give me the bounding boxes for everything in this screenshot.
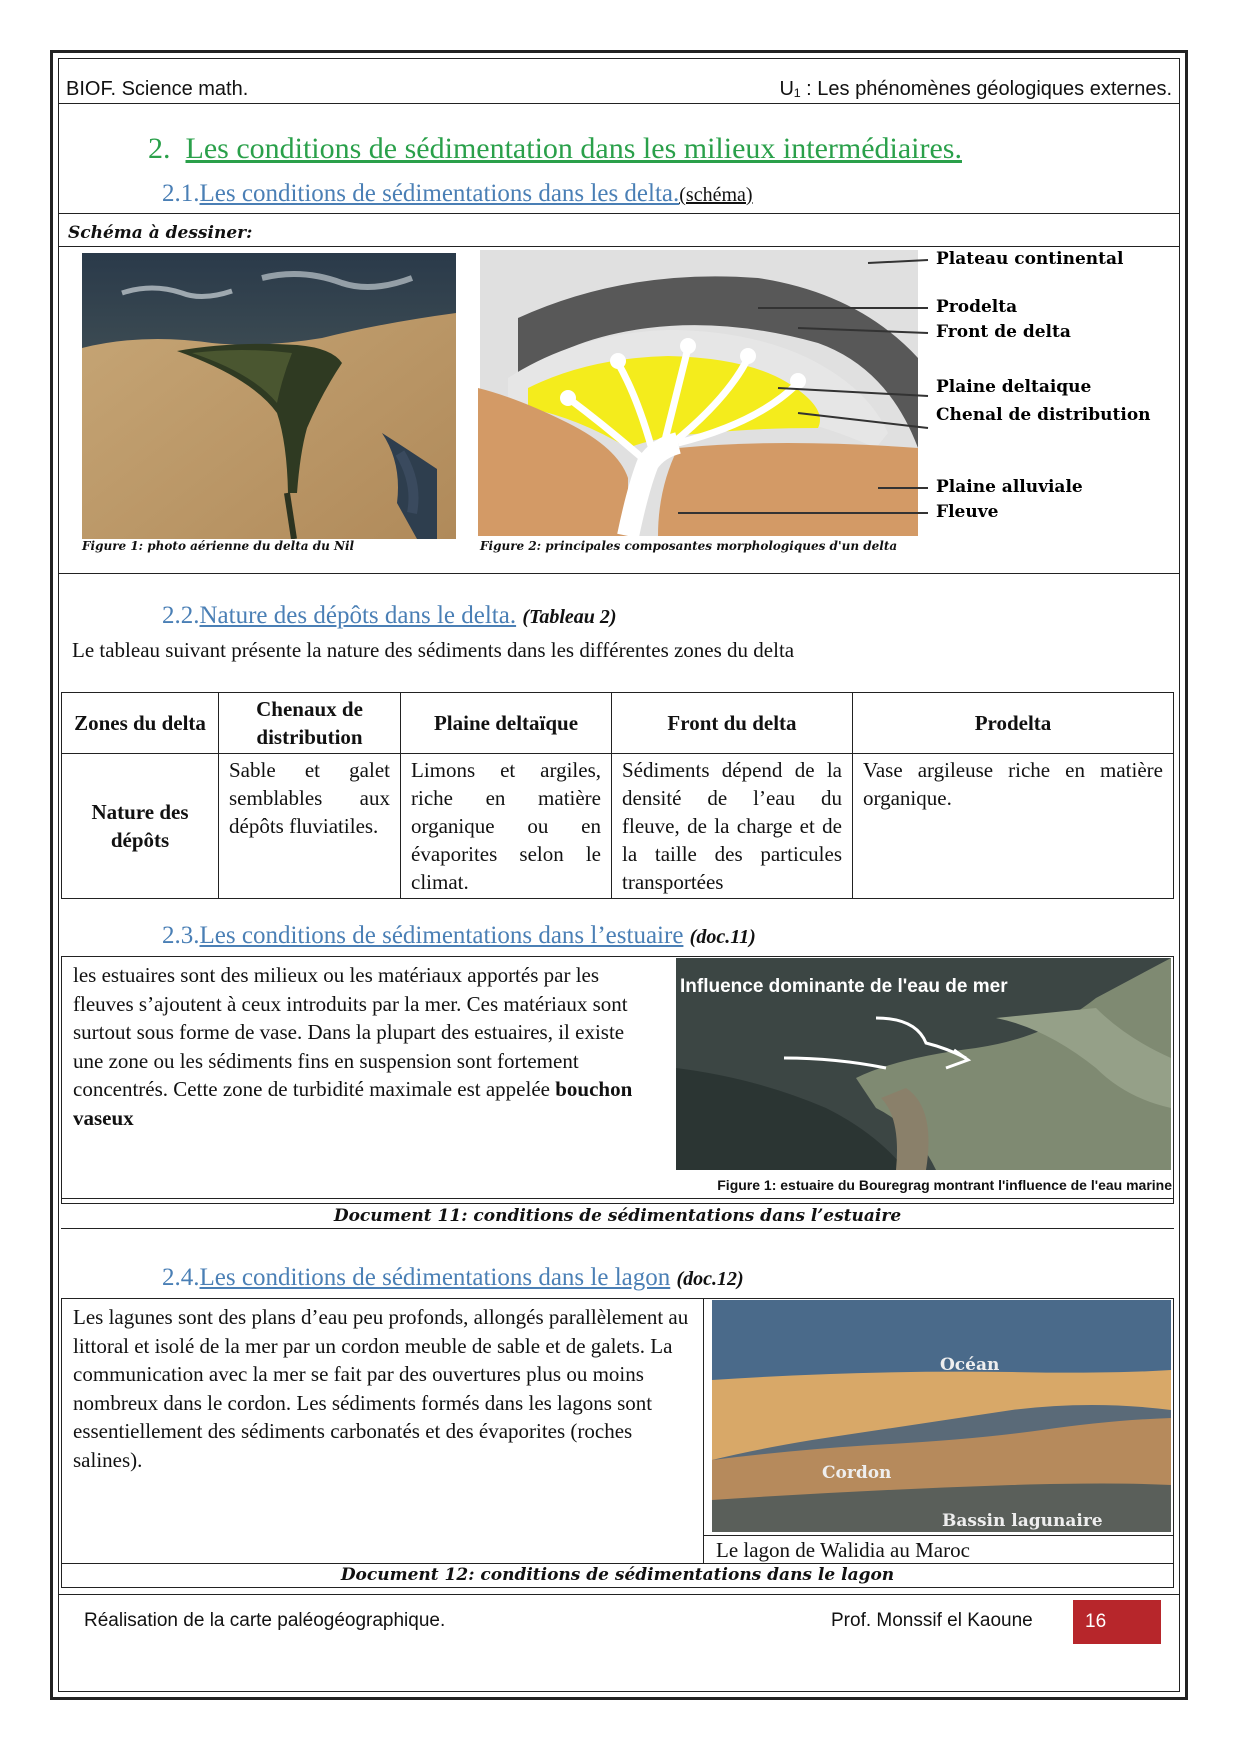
deposits-number: 2.2. (162, 602, 200, 629)
lagoon-title: Les conditions de sédimentations dans le lagon (199, 1264, 671, 1291)
nile-delta-photo (82, 253, 456, 539)
lagoon-photo (712, 1300, 1171, 1532)
divider (58, 573, 1180, 574)
table-cell: Sédiments dépend de la densité de l’eau du fleuve, de la charge et de la taille des particules transportées (612, 754, 853, 899)
table-header-cell: Zones du delta (62, 693, 219, 754)
estuary-tail: (doc.11) (689, 926, 756, 948)
table-row (62, 754, 1174, 899)
section-title-text: Les conditions de sédimentation dans les milieux intermédiaires. (185, 132, 962, 165)
lagoon-tail: (doc.12) (676, 1268, 744, 1290)
lagoon-image (712, 1300, 1171, 1532)
fig1-caption: Figure 1: photo aérienne du delta du Nil (82, 539, 355, 553)
lagoon-doc-caption: Document 12: conditions de sédimentations dans le lagon (340, 1565, 895, 1585)
divider (58, 213, 1180, 214)
table-header-row (62, 693, 1174, 754)
diagram-label: Prodelta (936, 297, 1018, 317)
table-header-cell: Chenaux de distribution (219, 693, 401, 754)
footer-left: Réalisation de la carte paléogéographique. (84, 1610, 446, 1631)
estuary-number: 2.3. (162, 922, 200, 949)
estuary-heading (162, 922, 756, 950)
estuary-image (676, 958, 1171, 1170)
page-number-badge: 16 (1073, 1600, 1161, 1644)
estuary-bold-term: bouchon vaseux (73, 1077, 633, 1130)
estuary-text (73, 961, 638, 1132)
table-header-cell: Prodelta (853, 693, 1174, 754)
divider (61, 1563, 1174, 1564)
row-header-cell: Nature des dépôts (62, 754, 219, 899)
deposits-tail: (Tableau 2) (522, 606, 617, 628)
lagoon-photo-caption: Le lagon de Walidia au Maroc (716, 1538, 970, 1562)
delta-title: Les conditions de sédimentations dans les delta. (199, 180, 680, 207)
estuary-title: Les conditions de sédimentations dans l’estuaire (199, 922, 684, 949)
table-cell: Sable et galet semblables aux dépôts fluviatiles. (219, 754, 401, 899)
table-cell: Limons et argiles, riche en matière organique ou en évaporites selon le climat. (401, 754, 612, 899)
delta-heading (162, 180, 753, 208)
header-divider (58, 103, 1180, 104)
lagoon-number: 2.4. (162, 1264, 200, 1291)
divider (61, 1228, 1174, 1229)
photo-label: Cordon (822, 1463, 892, 1483)
deposits-table (61, 692, 1174, 899)
footer-right: Prof. Monssif el Kaoune (831, 1610, 1033, 1631)
fig2-caption: Figure 2: principales composantes morphologiques d'un delta (480, 539, 898, 553)
footer-divider (58, 1594, 1180, 1595)
estuary-photo (676, 958, 1171, 1170)
photo-label: Bassin lagunaire (942, 1511, 1103, 1531)
diagram-label: Fleuve (936, 502, 999, 522)
lagoon-text: Les lagunes sont des plans d’eau peu profonds, allongés parallèlement au littoral et isolé de la mer par un cordon meuble de sable et de galets. La communication avec la mer se fait par des ouvertures plus ou moins nombreux dans le cordon. Les sédiments formés dans les lagons sont essentiellement des sédiments carbonatés et des évaporites (roches salines). (73, 1305, 689, 1472)
deposits-heading (162, 602, 617, 630)
photo-label: Océan (940, 1355, 1000, 1375)
lagoon-divider (703, 1298, 704, 1563)
deposits-title: Nature des dépôts dans le delta. (199, 602, 517, 629)
section-title (148, 132, 962, 166)
diagram-label: Plateau continental (936, 249, 1124, 269)
table-header-cell: Front du delta (612, 693, 853, 754)
estuary-figure-caption: Figure 1: estuaire du Bouregrag montrant l'influence de l'eau marine (717, 1177, 1172, 1193)
estuary-doc-caption: Document 11: conditions de sédimentations dans l’estuaire (333, 1206, 902, 1226)
lagoon-heading (162, 1264, 744, 1292)
table-cell: Vase argileuse riche en matière organique. (853, 754, 1174, 899)
divider (58, 246, 1180, 247)
estuary-body: les estuaires sont des milieux ou les matériaux apportés par les fleuves s’ajoutent à ceux introduits par la mer. Ces matériaux sont surtout sous forme de vase. Dans la plupart des estuaires, il existe une zone ou les sédiments fins en suspension sont fortement concentrés. Cette zone de turbidité maximale est appelée (73, 963, 628, 1101)
diagram-label: Plaine alluviale (936, 477, 1083, 497)
diagram-label: Plaine deltaique (936, 377, 1092, 397)
estuary-image-label: Influence dominante de l'eau de mer (680, 976, 1008, 997)
header-right: U₁ : Les phénomènes géologiques externes. (779, 78, 1172, 100)
section-number: 2. (148, 132, 171, 165)
nile-delta-image (82, 253, 456, 539)
deposits-intro: Le tableau suivant présente la nature des sédiments dans les différentes zones du delta (72, 638, 795, 662)
divider (61, 1198, 1174, 1199)
delta-morphology-diagram (478, 248, 1158, 538)
delta-diagram-svg (478, 248, 1158, 538)
delta-tail: (schéma) (679, 184, 753, 206)
diagram-label: Chenal de distribution (936, 405, 1151, 425)
diagram-label: Front de delta (936, 322, 1071, 342)
schema-label: Schéma à dessiner: (68, 223, 253, 243)
header-left: BIOF. Science math. (66, 78, 249, 100)
table-header-cell: Plaine deltaïque (401, 693, 612, 754)
delta-number: 2.1. (162, 180, 200, 207)
